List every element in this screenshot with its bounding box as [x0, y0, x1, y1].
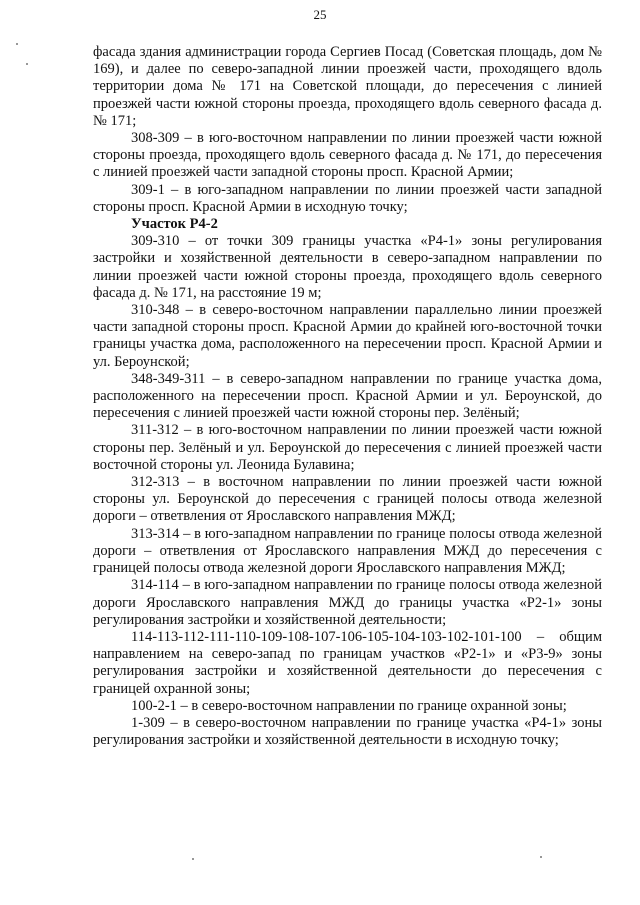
paragraph-310-348: 310-348 – в северо-восточном направлении параллельно линии проезжей части западной стороны просп. Красной Армии до крайней юго-восточной точки границы участка дома, расположенного на пересечении просп. Красной Армии и ул. Бероунской;	[93, 302, 602, 370]
paragraph-348-349-311: 348-349-311 – в северо-западном направлении по границе участка дома, расположенного на пересечении просп. Красной Армии и ул. Бероунской, до пересечения с линией проезжей части южной стороны пер. Зелёный;	[93, 370, 602, 422]
paragraph-313-314: 313-314 – в юго-западном направлении по границе полосы отвода железной дороги – ответвления от Ярославского направления МЖД до пересечения с границей полосы отвода железной дороги Ярославского направления МЖД;	[93, 525, 602, 577]
scan-speck	[16, 43, 18, 45]
paragraph-308-309: 308-309 – в юго-восточном направлении по линии проезжей части южной стороны проезда, проходящего вдоль северного фасада д. № 171, до пересечения с линией проезжей части западной стороны просп. Красной Армии;	[93, 130, 602, 181]
page-number: 25	[313, 7, 327, 22]
paragraph-114-100: 114-113-112-111-110-109-108-107-106-105-104-103-102-101-100 – общим направлением на северо-запад по границам участков «Р2-1» и «Р3-9» зоны регулирования застройки и хозяйственной деятельности до пересечения с границей охранной зоны;	[93, 628, 602, 697]
paragraph-309-310: 309-310 – от точки 309 границы участка «Р4-1» зоны регулирования застройки и хозяйственной деятельности в северо-западном направлении по линии проезжей части южной стороны проезда, проходящего вдоль северного фасада д. № 171, на расстояние 19 м;	[93, 233, 602, 301]
paragraph-continuation: фасада здания администрации города Сергиев Посад (Советская площадь, дом № 169), и далее по северо-западной линии проезжей части, проходящего вдоль территории дома № 171 на Советской площади, до пересечения с линией проезжей части южной стороны проезда, проходящего вдоль северного фасада д. № 171;	[93, 44, 602, 129]
document-body	[93, 44, 602, 749]
paragraph-312-313: 312-313 – в восточном направлении по линии проезжей части южной стороны ул. Бероунской до пересечения с границей полосы отвода железной дороги – ответвления от Ярославского направления МЖД;	[93, 474, 602, 525]
section-heading-p4-2: Участок Р4-2	[131, 216, 218, 233]
scan-speck	[192, 858, 194, 860]
paragraph-100-2-1: 100-2-1 – в северо-восточном направлении по границе охранной зоны;	[131, 697, 567, 714]
paragraph-314-114: 314-114 – в юго-западном направлении по границе полосы отвода железной дороги Ярославского направления МЖД до границы участка «Р2-1» зоны регулирования застройки и хозяйственной деятельности;	[93, 577, 602, 628]
scan-speck	[540, 856, 542, 858]
paragraph-311-312: 311-312 – в юго-восточном направлении по линии проезжей части южной стороны пер. Зелёный и ул. Бероунской до пересечения с линией проезжей части восточной стороны ул. Леонида Булавина;	[93, 422, 602, 473]
paragraph-309-1: 309-1 – в юго-западном направлении по линии проезжей части западной стороны просп. Красной Армии в исходную точку;	[93, 181, 602, 215]
paragraph-1-309: 1-309 – в северо-восточном направлении по границе участка «Р4-1» зоны регулирования застройки и хозяйственной деятельности в исходную точку;	[93, 714, 602, 749]
scan-speck	[26, 63, 28, 65]
